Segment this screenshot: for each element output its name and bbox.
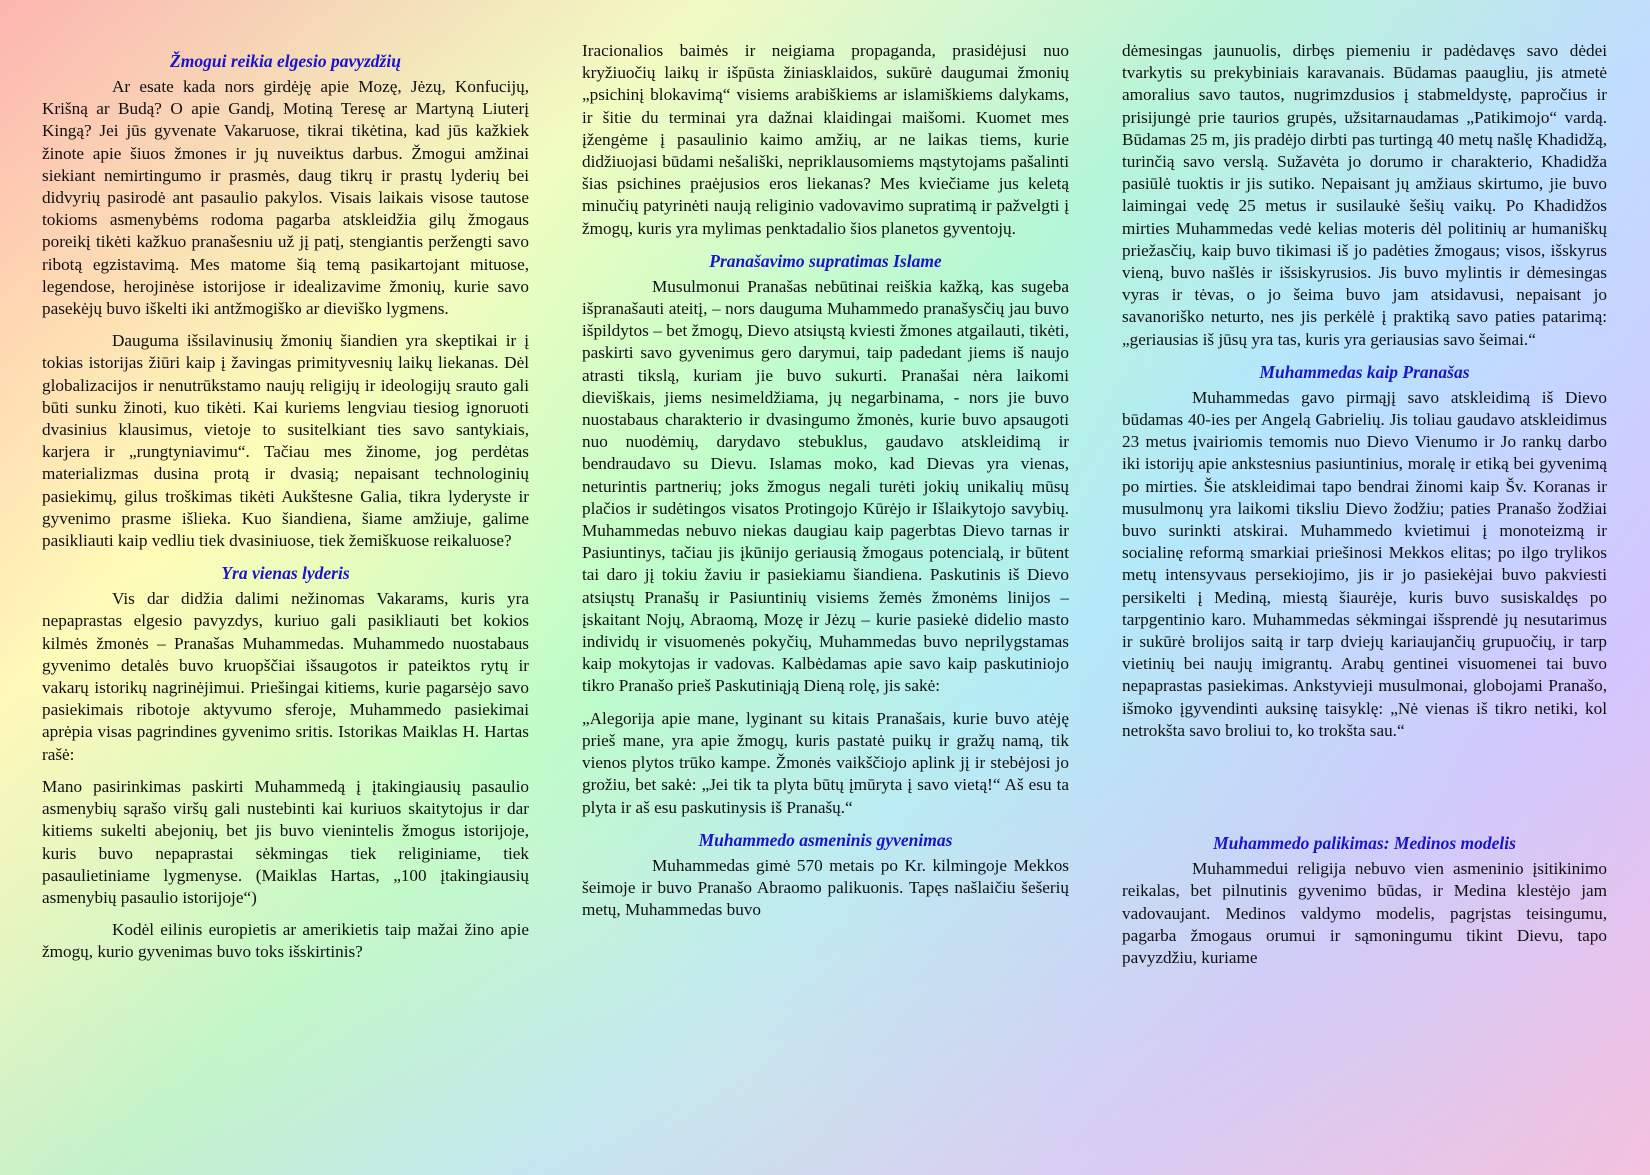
paragraph: Muhammedas gavo pirmąjį savo atskleidimą iš Dievo būdamas 40-ies per Angelą Gabrielių. Jis toliau gaudavo atskleidimus 23 metus įvairiomis temomis nuo Dievo Vienumo ir Jo rankų darbo iki istorijų apie ankstesnius pasiuntinius, moralę ir etiką bei gyvenimą po mirties. Šie atskleidimai tapo bendrai žinomi kaip Šv. Koranas ir musulmonų yra laikomi tiksliu Dievo žodžiu; paties Pranašo žodžiai buvo surinkti atskirai. Muhammedo kvietimui į monoteizmą ir socialinę reformą smarkiai priešinosi Mekkos elitas; po ilgo trylikos metų intensyvaus persekiojimo, jis ir jo pasiekėjai buvo pakviesti persikelti į Mediną, miestą šiaurėje, kuris buvo susiskaldęs po tarpgentinio karo. Muhammedas sėkmingai išsprendė jų nesutarimus ir sukūrė brolijos saitą ir tarp dviejų kariaujančių grupuočių, ir tarp vietinių bei naujų imigrantų. Arabų gentinei visuomenei tai buvo nepaprastas pasiekimas. Ankstyvieji musulmonai, globojami Pranašo, išmoko įgyvendinti auksinę taisyklę: „Nė vienas iš tikro netiki, kol netrokšta savo broliui to, ko trokšta sau.“ [1122, 387, 1607, 740]
paragraph: Kodėl eilinis europietis ar amerikietis taip mažai žino apie žmogų, kurio gyvenimas buvo toks išskirtinis? [42, 920, 529, 962]
paragraph: Iracionalios baimės ir neigiama propaganda, prasidėjusi nuo kryžiuočių laikų ir išpūsta žiniasklaidos, sukūrė daugumai žmonių „psichinį blokavimą“ visiems arabiškiems ar islamiškiems dalykams, ir šitie du terminai yra dažnai klaidingai maišomi. Kuomet mes įžengėme į pasaulinio kaimo amžių, ar ne laikas tiems, kurie didžiuojasi būdami nešališki, nepriklausomiems mąstytojams pašalinti šias psichines praėjusios eros liekanas? Mes kviečiame jus keletą minučių patyrinėti naują religinio vadovavimo supratimą ir pažvelgti į žmogų, kuris yra mylimas penktadalio šios planetos gyventojų. [582, 41, 1069, 238]
paragraph: dėmesingas jaunuolis, dirbęs piemeniu ir padėdavęs savo dėdei tvarkytis su prekybiniais karavanais. Būdamas paaugliu, jis atmetė amoralius savo tautos, nugrimzdusios į stabmeldystę, papročius ir prisijungė prie taurios grupės, užsitarnaudamas „Patikimojo“ vardą. Būdamas 25 m, jis pradėjo dirbti pas turtingą 40 metų našlę Khadidžą, turinčią savo verslą. Sužavėta jo dorumo ir charakterio, Khadidža pasiūlė tuoktis ir jis sutiko. Nepaisant jų amžiaus skirtumo, jie buvo laimingai vedę 25 metus ir susilaukė šešių vaikų. Po Khadidžos mirties Muhammedas vedė kelias moteris dėl politinių ar humaniškų priežasčių, kaip buvo tikimasi iš jo padėties žmogaus; visos, išskyrus vieną, buvo našlės ir išsiskyrusios. Jis buvo mylintis ir dėmesingas vyras ir tėvas, o jo šeima buvo jam atsidavusi, nepaisant jo savanoriško neturto, nes jis perkėlė į praktiką savo paties patarimą: „geriausias iš jūsų yra tas, kuris yra geriausias savo šeimai.“ [1122, 41, 1607, 349]
heading-personal-life: Muhammedo asmeninis gyvenimas [698, 829, 953, 850]
heading-legacy: Muhammedo palikimas: Medinos modelis [1213, 833, 1516, 854]
spacer [1122, 752, 1607, 832]
column-middle [582, 40, 1069, 1175]
column-left [42, 50, 529, 1175]
heading-role-model: Žmogui reikia elgesio pavyzdžių [170, 51, 401, 71]
paragraph: Musulmonui Pranašas nebūtinai reiškia kažką, kas sugeba išpranašauti ateitį, – nors dauguma Muhammedo pranašysčių jau buvo išpildytos – bet žmogų, Dievo atsiųstą kviesti žmones atgailauti, tikėti, paskirti savo gyvenimus gero darymui, taip padedant jiems iš naujo atrasti tikslą, kuriam jie buvo sukurti. Pranašai nėra laikomi dieviškais, jiems nesimeldžiama, jų negarbinama, - nors jie buvo nuostabaus charakterio ir dvasingumo žmonės, kurie buvo apsaugoti nuo nuodėmių, darydavo stebuklus, gaudavo atskleidimą ir bendraudavo su Dievu. Islamas moko, kad Dievas yra vienas, neturintis partnerių; joks žmogus negali turėti jokių unikalių mūsų plačios ir sudėtingos visatos Protingojo Kūrėjo ir Išlaikytojo savybių. Muhammedas nebuvo niekas daugiau kaip pagerbtas Dievo tarnas ir Pasiuntinys, tačiau jis įkūnijo geriausią žmogaus potencialą, ir būtent tai daro jį tokiu žaviu ir pasiekiamu šiandiena. Paskutinis iš Dievo atsiųstų Pranašų ir Pasiuntinių visiems žemės žmonėms linijos – įskaitant Nojų, Abraomą, Mozę ir Jėzų – kurie pasiekė didelio masto individų ir visuomenės pokyčių, Muhammedas buvo neprilygstamas kaip mokytojas ir vadovas. Kalbėdamas apie savo kaip paskutiniojo tikro Pranašo prieš Paskutiniąją Dieną rolę, jis sakė: [582, 276, 1069, 696]
heading-prophethood: Pranašavimo supratimas Islame [709, 250, 942, 271]
heading-one-leader: Yra vienas lyderis [221, 563, 350, 584]
paragraph: Muhammedas gimė 570 metais po Kr. kilmingoje Mekkos šeimoje ir buvo Pranašo Abraomo palikuonis. Tapęs našlaičiu šešerių metų, Muhammedas buvo [582, 855, 1069, 920]
paragraph: Vis dar didžia dalimi nežinomas Vakarams, kuris yra nepaprastas elgesio pavyzdys, kuriuo gali pasikliauti bet kokios kilmės žmonės – Pranašas Muhammedas. Muhammedo nuostabaus gyvenimo detalės buvo kruopščiai išsaugotos ir pateiktos rytų ir vakarų istorikų nagrinėjimui. Priešingai kitiems, kurie pagarsėjo savo pasiekimais ribotoje aktyvumo sferoje, Muhammedo pasiekimai aprėpia visas pagrindines gyvenimo sritis. Istorikas Maiklas H. Hartas rašė: [42, 589, 529, 764]
paragraph: Ar esate kada nors girdėję apie Mozę, Jėzų, Konfucijų, Krišną ar Budą? O apie Gandį, Motiną Teresę ar Martyną Liuterį Kingą? Jei jūs gyvenate Vakaruose, tikrai tikėtina, kad jūs kažkiek žinote apie šiuos žmones ir jų nuveiktus darbus. Žmogui amžinai siekiant nemirtingumo ir prasmės, daug tikrų ir prastų lyderių bei didvyrių pasirodė ant pasaulio pakylos. Visais laikais visose tautose tokioms asmenybėms rodoma pagarba atskleidžia gilų žmogaus poreikį tikėti kažkuo pranašesniu už jį patį, stengiantis peržengti savo ribotą egzistavimą. Mes matome šią temą pasikartojant mituose, legendose, herojinėse istorijose ir idealizavime žmonių, kurie savo pasekėjų buvo iškelti iki antžmogiško ar dieviško lygmens. [42, 77, 529, 319]
column-right [1122, 40, 1607, 1175]
paragraph: Muhammedui religija nebuvo vien asmeninio įsitikinimo reikalas, bet pilnutinis gyvenimo būdas, ir Medina klestėjo jam vadovaujant. Medinos valdymo modelis, pagrįstas teisingumu, pagarba žmogaus orumui ir sąmoningumu tikint Dievu, tapo pavyzdžiu, kuriame [1122, 859, 1607, 967]
quote-hart: Mano pasirinkimas paskirti Muhammedą į įtakingiausių pasaulio asmenybių sąrašo viršų gali nustebinti kai kuriuos skaitytojus ir dar kitiems sukelti abejonių, bet jis buvo vienintelis žmogus istorijoje, kuris buvo nepaprastai sėkmingas tiek religiniame, tiek pasaulietiniame lygmenyse. (Maiklas Hartas, „100 įtakingiausių asmenybių pasaulio istorijoje“) [42, 776, 529, 907]
quote-allegory: „Alegorija apie mane, lyginant su kitais Pranašais, kurie buvo atėję prieš mane, yra apie žmogų, kuris pastatė puikų ir gražų namą, tik vienos plytos trūko kampe. Žmonės vaikščiojo aplink jį ir stebėjosi jo grožiu, bet sakė: „Jei tik ta plyta būtų įmūryta į savo vietą!“ Aš esu ta plyta ir aš esu paskutinysis iš Pranašų.“ [582, 708, 1069, 817]
paragraph: Dauguma išsilavinusių žmonių šiandien yra skeptikai ir į tokias istorijas žiūri kaip į žavingas primityvesnių laikų liekanas. Dėl globalizacijos ir nenutrūkstamo naujų religijų ir ideologijų srauto gali būti sunku žinoti, kuo tikėti. Kai kuriems lengviau tiesiog ignoruoti dvasinius klausimus, vietoje to susitelkiant ties savo santykiais, karjera ir „rungtyniavimu“. Tačiau mes žinome, jog perdėtas materializmas dusina protą ir dvasią; nepaisant technologinių pasiekimų, gilus troškimas tikėti Aukštesne Galia, tikra lyderyste ir gyvenimo prasme išlieka. Kuo šiandiena, šiame amžiuje, galime pasikliauti kaip vedliu tiek dvasiniuose, tiek žemiškuose reikaluose? [42, 331, 529, 551]
heading-as-prophet: Muhammedas kaip Pranašas [1259, 361, 1470, 382]
